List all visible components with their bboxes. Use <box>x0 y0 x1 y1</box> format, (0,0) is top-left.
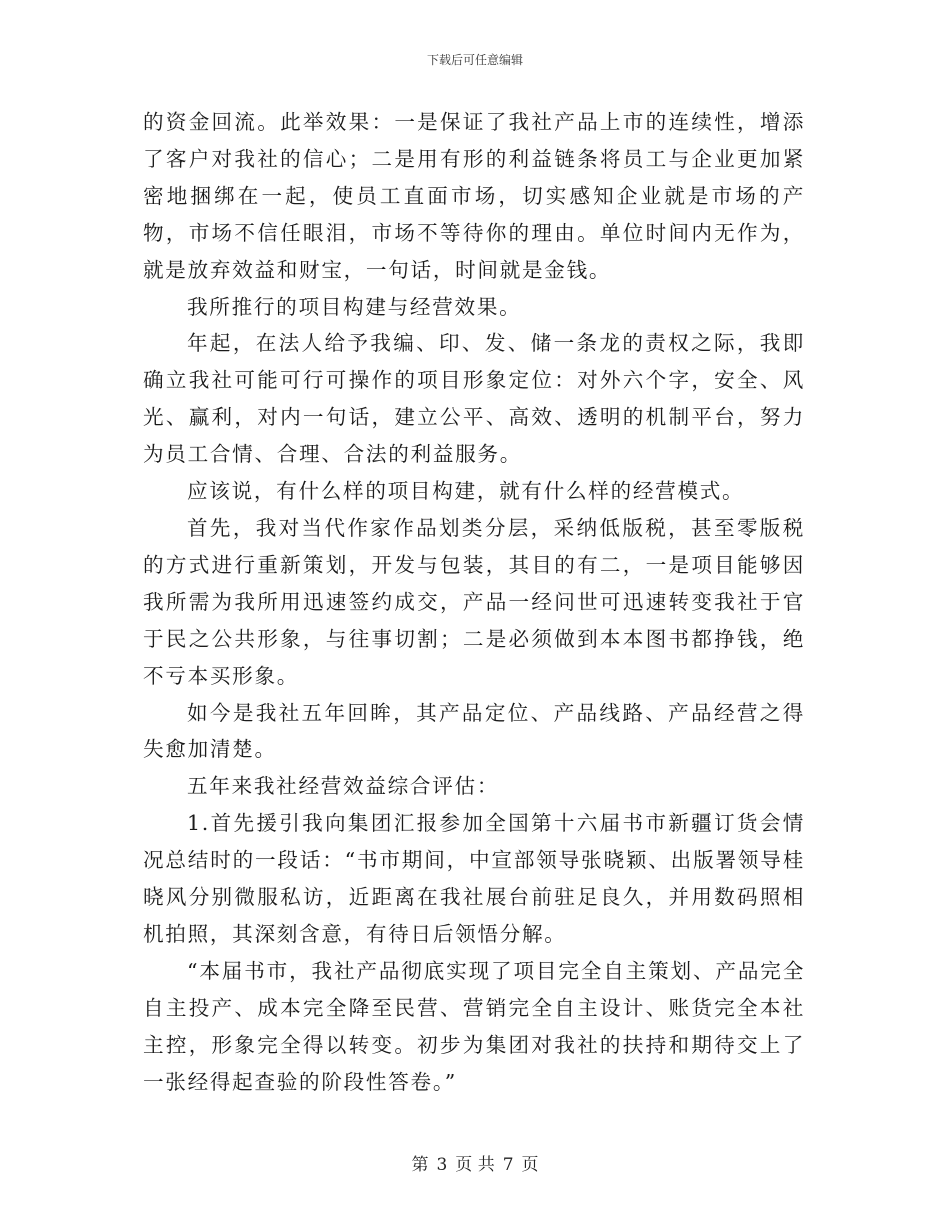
paragraph-2: 我所推行的项目构建与经营效果。 <box>187 294 522 319</box>
page-number-prefix: 第 <box>411 1155 429 1175</box>
page-header: 下载后可任意编辑 <box>426 53 523 67</box>
page-number-current: 3 <box>436 1155 448 1175</box>
paragraph-4: 应该说，有什么样的项目构建，就有什么样的经营模式。 <box>187 479 745 504</box>
page-number-total: 7 <box>502 1155 514 1175</box>
page-number-middle: 页 共 <box>455 1155 495 1175</box>
paragraph-9: “本届书市，我社产品彻底实现了项目完全自主策划、产品完全自主投产、成本完全降至民营、营销完全自主设计、账货完全本社主控，形象完全得以转变。初步为集团对我社的扶持和期待交上了一张经得起查验的阶段性答卷。” <box>143 958 805 1094</box>
page-number-suffix: 页 <box>521 1155 539 1175</box>
paragraph-3: 年起，在法人给予我编、印、发、储一条龙的责权之际，我即确立我社可能可行可操作的项目形象定位：对外六个字，安全、风光、赢利，对内一句话，建立公平、高效、透明的机制平台，努力为员工合情、合理、合法的利益服务。 <box>143 331 805 467</box>
paragraph-5: 首先，我对当代作家作品划类分层，采纳低版税，甚至零版税的方式进行重新策划，开发与包装，其目的有二，一是项目能够因我所需为我所用迅速签约成交，产品一经问世可迅速转变我社于官于民之公共形象，与往事切割；二是必须做到本本图书都挣钱，绝不亏本买形象。 <box>143 515 805 688</box>
page-footer <box>0 1154 950 1176</box>
paragraph-6: 如今是我社五年回眸，其产品定位、产品线路、产品经营之得失愈加清楚。 <box>143 700 805 762</box>
document-body <box>143 104 805 1100</box>
paragraph-8: 1.首先援引我向集团汇报参加全国第十六届书市新疆订货会情况总结时的一段话：“书市期间，中宣部领导张晓颖、出版署领导桂晓风分别微服私访，近距离在我社展台前驻足良久，并用数码照相机拍照，其深刻含意，有待日后领悟分解。 <box>143 811 805 946</box>
paragraph-1: 的资金回流。此举效果：一是保证了我社产品上市的连续性，增添了客户对我社的信心；二是用有形的利益链条将员工与企业更加紧密地捆绑在一起，使员工直面市场，切实感知企业就是市场的产物，市场不信任眼泪，市场不等待你的理由。单位时间内无作为，就是放弃效益和财宝，一句话，时间就是金钱。 <box>143 110 805 282</box>
paragraph-7: 五年来我社经营效益综合评估： <box>187 774 500 799</box>
